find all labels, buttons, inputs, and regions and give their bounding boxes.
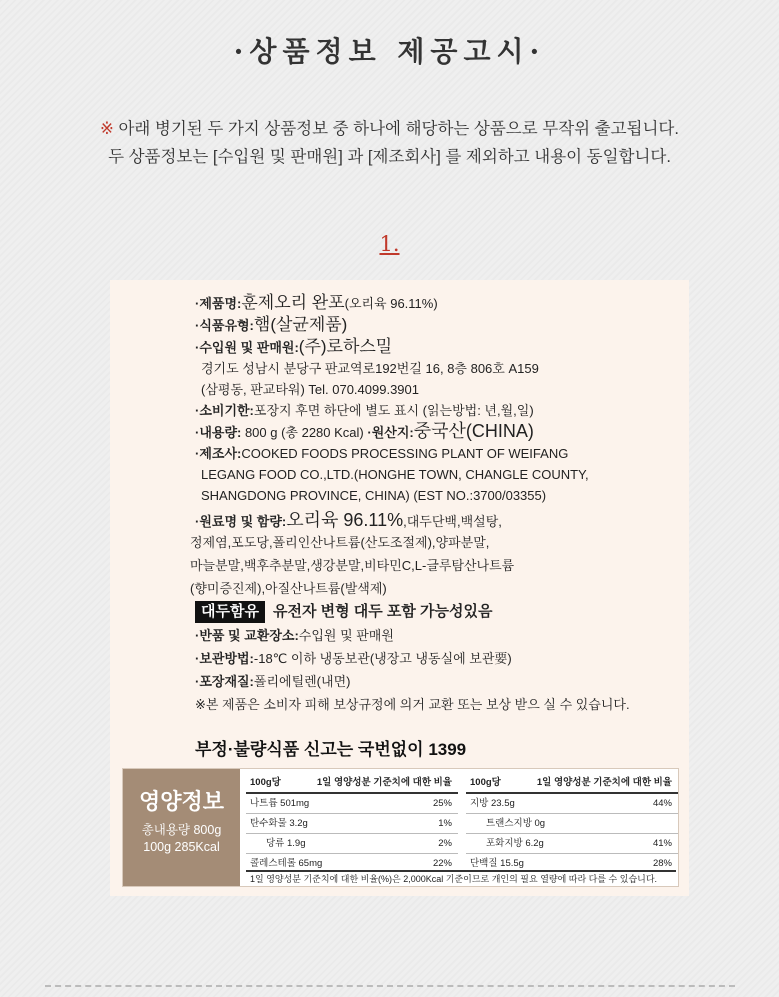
notice-line-2: 두 상품정보는 [수입원 및 판매원] 과 [제조회사] 를 제외하고 내용이 동일합니다. [108, 148, 671, 166]
nutrient-pct: 25% [432, 798, 452, 809]
expiry-row [195, 400, 675, 421]
nutrient-pct: 28% [652, 858, 672, 869]
return-place: 수입원 및 판매원 [298, 628, 394, 643]
product-info-card [110, 280, 689, 896]
expiry: 포장지 후면 하단에 별도 표시 (읽는방법: 년,월,일) [253, 403, 534, 418]
maker-line-3: SHANGDONG PROVINCE, CHINA) (EST NO.:3700/03355) [201, 488, 547, 503]
nutrient-name: 트랜스지방 0g [486, 818, 546, 829]
nutrition-header [123, 769, 240, 886]
gmo-row [195, 601, 675, 623]
table-row [466, 834, 678, 854]
package-label: ·포장재질: [195, 674, 254, 689]
package: 폴리에틸렌(내면) [253, 674, 351, 689]
gmo-badge: 대두함유 [195, 601, 265, 623]
origin-label: ·원산지: [367, 425, 414, 440]
nutrition-footnote: 1일 영양성분 기준치에 대한 비율(%)은 2,000Kcal 기준이므로 개인의 필요 열량에 따라 다를 수 있습니다. [246, 870, 676, 886]
compensation-note: ※본 제품은 소비자 피해 보상규정에 의거 교환 또는 보상 받으 실 수 있습니다. [195, 697, 630, 712]
section-number: 1. [379, 232, 400, 256]
importer: (주)로하스밀 [298, 337, 393, 356]
nutrient-pct: 22% [432, 858, 452, 869]
importer-row [195, 336, 675, 358]
maker-row [195, 443, 675, 464]
header-daily: 1일 영양성분 기준치에 대한 비율 [536, 777, 672, 788]
volume: 800 g (총 2280 Kcal) [241, 425, 368, 440]
ingredients-label: ·원료명 및 함량: [195, 514, 287, 529]
nutrient-name: 나트륨 501mg [250, 798, 310, 809]
gmo-text: 유전자 변형 대두 포함 가능성있음 [272, 603, 493, 620]
ingredients-line-4: (향미증진제),아질산나트륨(발색제) [190, 581, 387, 596]
maker-line-1: COOKED FOODS PROCESSING PLANT OF WEIFANG [241, 446, 569, 461]
nutrient-name: 탄수화물 3.2g [250, 818, 308, 829]
notice-text-1: 아래 병기된 두 가지 상품정보 중 하나에 해당하는 상품으로 무작위 출고됩니다. [113, 120, 679, 138]
maker-line-2: LEGANG FOOD CO.,LTD.(HONGHE TOWN, CHANGLE COUNTY, [201, 467, 589, 482]
nutrition-col-header [466, 773, 678, 794]
ingredients-main: 오리육 96.11% [286, 510, 404, 530]
maker-label: ·제조사: [195, 446, 242, 461]
ingredients-line-1: ,대두단백,백설탕, [403, 514, 502, 529]
expiry-label: ·소비기한: [195, 403, 254, 418]
page-title: ·상품정보 제공고시· [233, 35, 546, 68]
nutrient-pct: 1% [438, 818, 452, 829]
product-name-note: (오리육 96.11%) [344, 296, 438, 311]
ingredients-line-2: 정제염,포도당,폴리인산나트륨(산도조절제),양파분말, [190, 535, 490, 550]
nutrition-title: 영양정보 [138, 789, 224, 814]
food-type: 햄(살균제품) [253, 315, 348, 334]
nutrition-col-header [246, 773, 458, 794]
notice-line-1 [0, 115, 779, 143]
food-type-row [195, 314, 675, 336]
product-info [190, 292, 675, 715]
notice [0, 115, 779, 171]
table-row [246, 794, 458, 814]
header-per: 100g당 [250, 777, 281, 788]
nutrition-col-right [466, 773, 678, 873]
volume-row [195, 421, 675, 443]
ingredients-line-3: 마늘분말,백후추분말,생강분말,비타민C,L-글루탐산나트륨 [190, 558, 515, 573]
section-divider [45, 985, 735, 987]
product-name: 훈제오리 완포 [241, 293, 345, 312]
nutrition-panel [122, 768, 679, 887]
nutrition-per: 100g 285Kcal [143, 840, 220, 854]
package-row [195, 671, 675, 692]
nutrition-col-left [246, 773, 458, 873]
table-row [246, 834, 458, 854]
table-row [246, 814, 458, 834]
table-row [466, 794, 678, 814]
product-name-label: ·제품명: [195, 296, 242, 311]
storage-label: ·보관방법: [195, 651, 254, 666]
origin: 중국산(CHINA) [413, 421, 534, 441]
address-line-2: (삼평동, 판교타워) Tel. 070.4099.3901 [201, 382, 419, 397]
ingredients-row [195, 510, 675, 532]
return-label: ·반품 및 교환장소: [195, 628, 299, 643]
nutrient-name: 포화지방 6.2g [486, 838, 544, 849]
nutrition-table [240, 769, 678, 886]
storage-row [195, 648, 675, 669]
nutrient-pct: 44% [652, 798, 672, 809]
nutrient-name: 지방 23.5g [470, 798, 515, 809]
nutrient-pct: 2% [438, 838, 452, 849]
return-row [195, 625, 675, 646]
header-daily: 1일 영양성분 기준치에 대한 비율 [316, 777, 452, 788]
nutrient-name: 당류 1.9g [266, 838, 306, 849]
storage: -18℃ 이하 냉동보관(냉장고 냉동실에 보관要) [253, 651, 512, 666]
report-hotline: 부정·불량식품 신고는 국번없이 1399 [195, 740, 467, 759]
notice-mark: ※ [100, 120, 114, 138]
header-per: 100g당 [470, 777, 501, 788]
importer-label: ·수입원 및 판매원: [195, 340, 299, 355]
nutrition-total: 총내용량 800g [141, 823, 222, 837]
product-name-row [195, 292, 675, 314]
nutrient-pct: 41% [652, 838, 672, 849]
nutrient-name: 콜레스테롤 65mg [250, 858, 323, 869]
volume-label: ·내용량: [195, 425, 242, 440]
address-line-1: 경기도 성남시 분당구 판교역로192번길 16, 8층 806호 A159 [201, 361, 539, 376]
nutrient-name: 단백질 15.5g [470, 858, 524, 869]
table-row [466, 814, 678, 834]
food-type-label: ·식품유형: [195, 318, 254, 333]
